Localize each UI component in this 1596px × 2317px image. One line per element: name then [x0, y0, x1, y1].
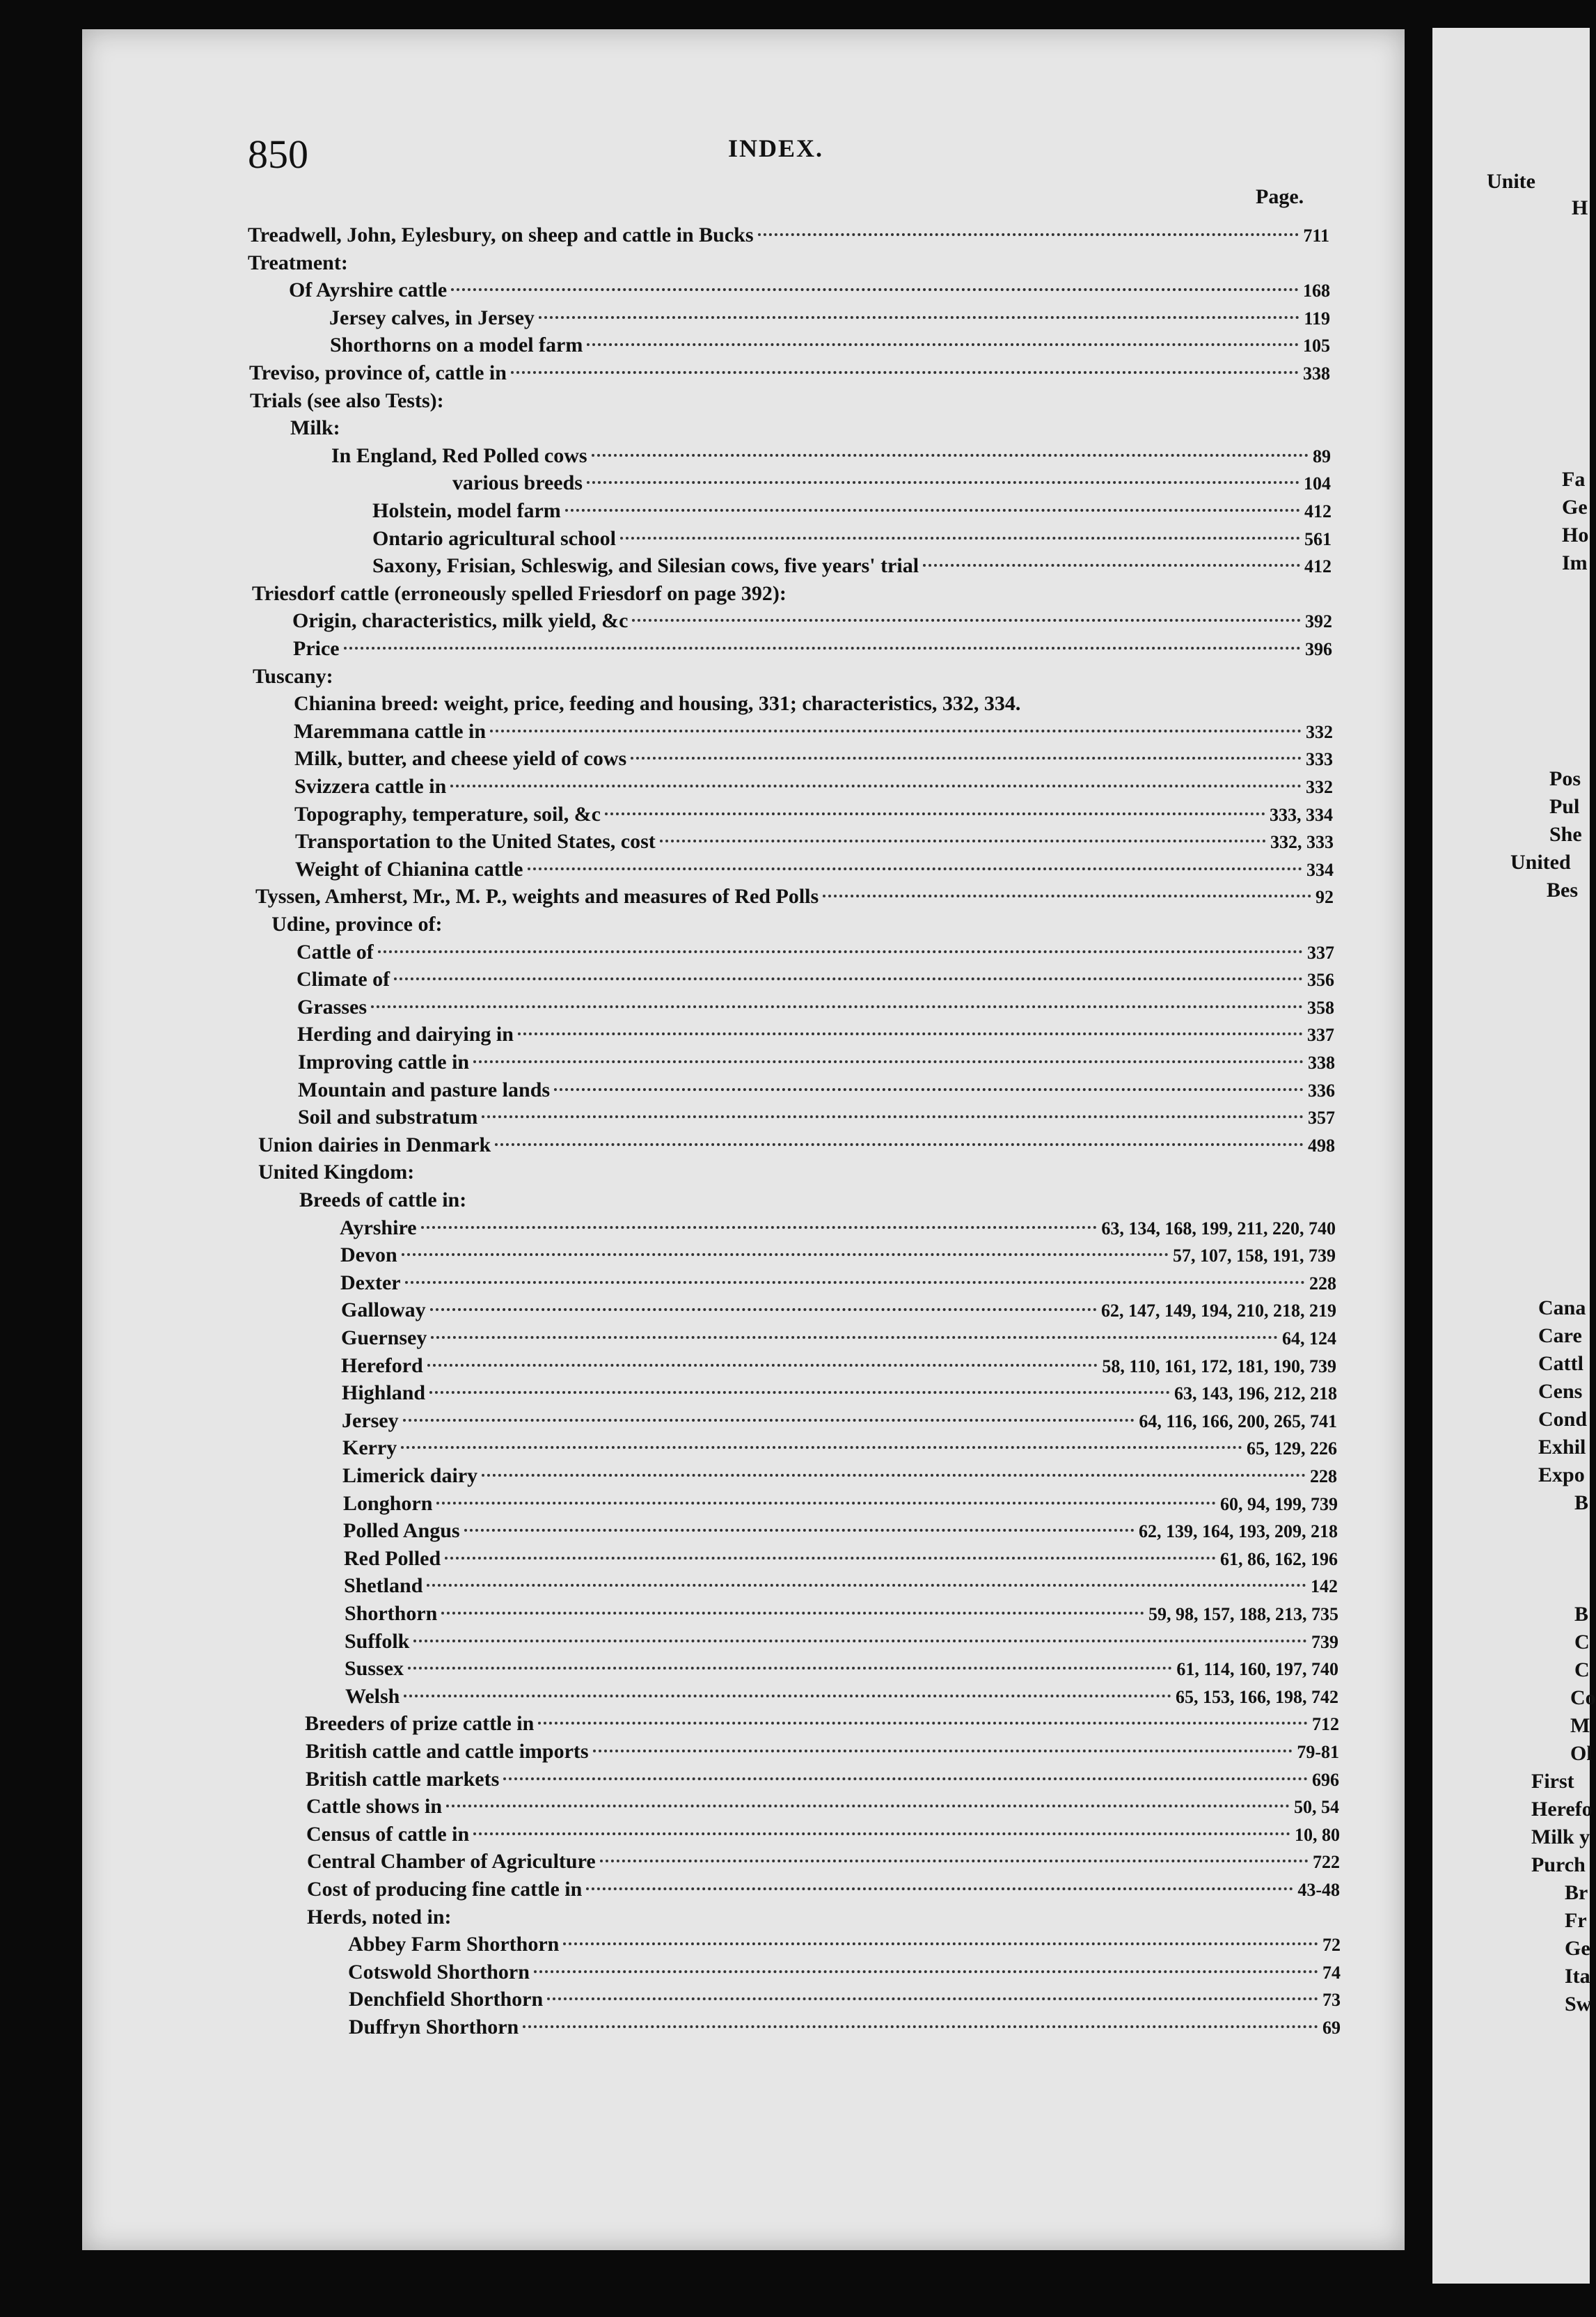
- index-entry: [294, 718, 1333, 746]
- index-entry: [307, 1876, 1340, 1903]
- entry-label: Improving cattle in: [298, 1051, 470, 1074]
- leader-dots: [427, 1584, 1306, 1587]
- leader-dots: [534, 1970, 1318, 1973]
- entry-label: Tyssen, Amherst, Mr., M. P., weights and measures of Red Polls: [255, 885, 819, 908]
- entry-page: 561: [1304, 529, 1332, 549]
- index-entry: [255, 883, 1334, 911]
- entry-page: 50, 54: [1294, 1797, 1339, 1817]
- entry-label: Cotswold Shorthorn: [348, 1961, 530, 1984]
- index-entry: [330, 331, 1330, 359]
- leader-dots: [402, 1253, 1169, 1256]
- right-page-fragment: Im: [1562, 551, 1588, 574]
- leader-dots: [473, 1060, 1304, 1063]
- entry-label: Red Polled: [344, 1547, 441, 1570]
- entry-page: 92: [1315, 887, 1334, 907]
- entry-label: Suffolk: [345, 1630, 410, 1653]
- entry-label: Census of cattle in: [306, 1823, 470, 1846]
- index-entry: [298, 1048, 1335, 1076]
- right-page-fragment: Ita: [1565, 1965, 1590, 1988]
- right-page-fragment: Br: [1565, 1881, 1588, 1904]
- entry-page: 61, 86, 162, 196: [1220, 1549, 1338, 1569]
- entry-page: 65, 153, 166, 198, 742: [1176, 1687, 1338, 1707]
- right-page-fragment: Cond: [1538, 1408, 1588, 1431]
- entry-label: Soil and substratum: [298, 1106, 478, 1129]
- entry-label: Udine, province of:: [271, 913, 443, 936]
- entry-label: Jersey calves, in Jersey: [329, 306, 535, 329]
- leader-dots: [563, 1942, 1318, 1945]
- leader-dots: [482, 1115, 1304, 1118]
- leader-dots: [429, 1391, 1170, 1394]
- index-entry: [248, 249, 1329, 277]
- leader-dots: [436, 1502, 1216, 1505]
- leader-dots: [600, 1860, 1309, 1862]
- entry-page: 89: [1313, 446, 1331, 466]
- index-entry: [331, 442, 1331, 470]
- leader-dots: [404, 1695, 1171, 1697]
- index-entry: [294, 745, 1333, 773]
- entry-page: 105: [1303, 336, 1330, 356]
- index-entry: [306, 1793, 1339, 1821]
- entry-label: Herding and dairying in: [297, 1023, 514, 1046]
- entry-page: 58, 110, 161, 172, 181, 190, 739: [1102, 1356, 1336, 1376]
- page-column-label: Page.: [1256, 185, 1304, 208]
- leader-dots: [490, 730, 1302, 732]
- entry-page: 333, 334: [1270, 805, 1333, 825]
- entry-label: Jersey: [342, 1409, 399, 1432]
- entry-label: Trials (see also Tests):: [250, 389, 444, 412]
- leader-dots: [430, 1308, 1097, 1311]
- entry-page: 57, 107, 158, 191, 739: [1173, 1246, 1336, 1266]
- entry-page: 63, 134, 168, 199, 211, 220, 740: [1101, 1218, 1336, 1239]
- right-page-fragment: Ge: [1562, 496, 1588, 519]
- entry-page: 10, 80: [1295, 1825, 1340, 1845]
- index-entry: [294, 773, 1333, 801]
- index-entry: [306, 1821, 1340, 1848]
- entry-page: 69: [1322, 2018, 1341, 2038]
- right-page-fragment: Herefo: [1531, 1798, 1593, 1821]
- entry-label: Galloway: [341, 1298, 426, 1321]
- index-entry: [307, 1848, 1340, 1876]
- entry-label: Tuscany:: [253, 665, 333, 688]
- entry-label: Longhorn: [343, 1492, 433, 1515]
- entry-page: 65, 129, 226: [1247, 1438, 1337, 1459]
- entry-label: Duffryn Shorthorn: [349, 2016, 519, 2039]
- leader-dots: [421, 1226, 1098, 1229]
- leader-dots: [482, 1474, 1306, 1477]
- leader-dots: [620, 537, 1300, 540]
- entry-label: Transportation to the United States, cost: [295, 830, 656, 853]
- index-entry: [344, 1572, 1338, 1600]
- entry-label: Svizzera cattle in: [294, 775, 447, 798]
- entry-label: Shorthorns on a model farm: [330, 333, 583, 356]
- index-entry: [341, 1296, 1336, 1324]
- index-entry: [294, 801, 1333, 828]
- index-entry: [342, 1407, 1337, 1435]
- leader-dots: [431, 1336, 1278, 1339]
- entry-page: 43-48: [1297, 1880, 1340, 1900]
- index-entry: [290, 414, 1331, 442]
- index-entry: [252, 580, 1332, 608]
- right-page-fragment: Pos: [1549, 767, 1581, 790]
- entry-page: 333: [1306, 749, 1333, 769]
- leader-dots: [451, 288, 1299, 291]
- entry-label: Limerick dairy: [342, 1464, 478, 1487]
- right-page-fragment: C: [1574, 1631, 1590, 1654]
- entry-label: Shetland: [344, 1574, 423, 1597]
- entry-page: 696: [1312, 1770, 1339, 1790]
- index-entry: [349, 2013, 1341, 2041]
- leader-dots: [413, 1640, 1307, 1642]
- leader-dots: [565, 509, 1300, 512]
- leader-dots: [605, 812, 1265, 815]
- leader-dots: [587, 481, 1299, 484]
- leader-dots: [632, 619, 1301, 622]
- index-entry: [295, 856, 1334, 883]
- right-page-fragment: M: [1570, 1714, 1590, 1737]
- entry-page: 63, 143, 196, 212, 218: [1174, 1383, 1337, 1404]
- leader-dots: [371, 1005, 1303, 1008]
- entry-label: Ayrshire: [340, 1216, 417, 1239]
- entry-page: 358: [1307, 998, 1334, 1018]
- entry-label: Price: [293, 637, 340, 660]
- right-page-fragment: She: [1549, 823, 1582, 846]
- right-page-fragment: H: [1572, 196, 1588, 219]
- right-page-fragment: Co: [1570, 1686, 1596, 1709]
- leader-dots: [403, 1419, 1135, 1422]
- index-entry: [345, 1600, 1338, 1628]
- entry-page: 64, 116, 166, 200, 265, 741: [1139, 1411, 1337, 1431]
- entry-label: Breeds of cattle in:: [299, 1188, 467, 1211]
- index-entry: [294, 690, 1332, 718]
- index-entry: [348, 1958, 1341, 1986]
- entry-page: 64, 124: [1282, 1328, 1336, 1349]
- right-page-fragment: Cens: [1538, 1380, 1583, 1403]
- index-entry: [372, 552, 1332, 580]
- entry-page: 61, 114, 160, 197, 740: [1176, 1659, 1338, 1679]
- entry-label: Chianina breed: weight, price, feeding and housing, 331; characteristics, 332, 334.: [294, 692, 1021, 715]
- leader-dots: [923, 564, 1300, 567]
- leader-dots: [441, 1612, 1144, 1615]
- entry-label: Abbey Farm Shorthorn: [348, 1933, 560, 1956]
- right-page-fragment: B: [1574, 1603, 1589, 1626]
- leader-dots: [394, 977, 1303, 980]
- right-page-fragment: Cana: [1538, 1296, 1586, 1319]
- index-entry: [258, 1158, 1336, 1186]
- leader-dots: [427, 1364, 1098, 1367]
- entry-label: Cattle of: [297, 941, 374, 964]
- leader-dots: [445, 1557, 1216, 1560]
- entry-label: Weight of Chianina cattle: [295, 858, 523, 881]
- entry-page: 334: [1306, 860, 1334, 880]
- index-entry: [306, 1738, 1339, 1766]
- entry-label: Cattle shows in: [306, 1795, 443, 1818]
- entry-page: 498: [1308, 1136, 1335, 1156]
- page-number: 850: [248, 132, 308, 177]
- index-entry: [341, 1324, 1336, 1352]
- index-entry: [348, 1931, 1341, 1958]
- entry-label: Denchfield Shorthorn: [349, 1988, 544, 2011]
- entry-label: Treadwell, John, Eylesbury, on sheep and cattle in Bucks: [248, 223, 754, 246]
- entry-page: 168: [1303, 281, 1330, 301]
- index-entry: [344, 1545, 1338, 1573]
- entry-page: 357: [1308, 1108, 1335, 1128]
- right-page-fragment: B: [1574, 1491, 1589, 1514]
- entry-label: Climate of: [297, 968, 390, 991]
- leader-dots: [538, 1722, 1308, 1725]
- leader-dots: [446, 1805, 1290, 1807]
- entry-label: Holstein, model farm: [372, 499, 561, 522]
- right-page-fragment: Unite: [1487, 170, 1535, 193]
- entry-page: 104: [1304, 473, 1331, 494]
- right-page-fragment: Exhil: [1538, 1436, 1586, 1459]
- entry-label: Guernsey: [341, 1326, 427, 1349]
- leader-dots: [528, 867, 1303, 870]
- entry-page: 337: [1307, 1025, 1334, 1045]
- entry-page: 62, 139, 164, 193, 209, 218: [1139, 1521, 1338, 1541]
- index-entry: [305, 1710, 1339, 1738]
- entry-label: Shorthorn: [345, 1602, 438, 1625]
- entry-page: 79-81: [1297, 1742, 1339, 1762]
- index-entry: [298, 1076, 1335, 1104]
- index-entry: [249, 359, 1330, 387]
- index-entry: [343, 1490, 1338, 1518]
- leader-dots: [408, 1667, 1172, 1670]
- entry-label: Devon: [340, 1243, 397, 1266]
- leader-dots: [823, 895, 1311, 897]
- entry-page: 332, 333: [1270, 832, 1334, 852]
- index-entry: [372, 525, 1332, 553]
- leader-dots: [503, 1777, 1308, 1780]
- right-page-fragment: First: [1531, 1770, 1574, 1793]
- entry-page: 338: [1303, 363, 1330, 384]
- leader-dots: [554, 1088, 1304, 1091]
- entry-label: Grasses: [297, 996, 367, 1019]
- entry-page: 74: [1322, 1963, 1341, 1983]
- index-entry: [345, 1655, 1338, 1683]
- entry-page: 336: [1308, 1081, 1335, 1101]
- entry-page: 62, 147, 149, 194, 210, 218, 219: [1101, 1301, 1336, 1321]
- entry-page: 392: [1305, 611, 1332, 631]
- right-page-fragment: Bes: [1547, 879, 1578, 902]
- index-entry: [295, 828, 1334, 856]
- leader-dots: [758, 233, 1299, 236]
- index-entry: [248, 221, 1329, 249]
- entry-page: 412: [1304, 556, 1332, 576]
- entry-label: Highland: [342, 1381, 426, 1404]
- index-entry: [342, 1379, 1337, 1407]
- right-page-fragment: Expo: [1538, 1463, 1585, 1486]
- entry-label: Maremmana cattle in: [294, 720, 487, 743]
- index-entry: [329, 304, 1330, 332]
- entry-label: Central Chamber of Agriculture: [307, 1850, 596, 1873]
- leader-dots: [495, 1143, 1304, 1146]
- leader-dots: [586, 1887, 1293, 1890]
- right-page-fragment: Cattl: [1538, 1352, 1583, 1375]
- right-page-fragment: Fr: [1565, 1909, 1587, 1932]
- index-entry: [292, 607, 1332, 635]
- entry-label: In England, Red Polled cows: [331, 444, 587, 467]
- entry-label: Mountain and pasture lands: [298, 1078, 551, 1101]
- index-entry: [340, 1269, 1336, 1297]
- entry-label: Of Ayrshire cattle: [289, 278, 448, 301]
- entry-page: 228: [1310, 1466, 1337, 1486]
- index-entry: [343, 1517, 1338, 1545]
- index-entry: [341, 1352, 1336, 1380]
- index-entry: [297, 1021, 1334, 1048]
- leader-dots: [378, 950, 1303, 953]
- right-page-fragment: Sw: [1565, 1993, 1592, 2016]
- right-page-fragment: Pul: [1549, 795, 1580, 818]
- index-entry: [342, 1434, 1337, 1462]
- entry-page: 72: [1322, 1935, 1341, 1955]
- entry-label: British cattle markets: [306, 1768, 500, 1791]
- leader-dots: [539, 316, 1300, 319]
- leader-dots: [450, 785, 1302, 787]
- entry-label: Hereford: [341, 1354, 423, 1377]
- leader-dots: [547, 1997, 1318, 2000]
- entry-label: Origin, characteristics, milk yield, &c: [292, 609, 629, 632]
- entry-label: Ontario agricultural school: [372, 527, 616, 550]
- index-entry: [293, 635, 1332, 663]
- index-entry: [452, 469, 1331, 497]
- entry-page: 356: [1307, 970, 1334, 990]
- leader-dots: [593, 1750, 1293, 1752]
- index-entry: [253, 663, 1332, 691]
- entry-page: 337: [1307, 943, 1334, 963]
- right-page-fragment: Care: [1538, 1324, 1582, 1347]
- entry-page: 119: [1304, 308, 1330, 329]
- leader-dots: [464, 1529, 1135, 1532]
- index-entry: [349, 1986, 1341, 2013]
- entry-label: Treatment:: [248, 251, 348, 274]
- index-entry: [289, 276, 1330, 304]
- index-entry: [258, 1131, 1335, 1159]
- index-entry: [306, 1766, 1339, 1793]
- right-page-fragment: Milk y: [1531, 1825, 1590, 1848]
- entry-page: 712: [1312, 1714, 1339, 1734]
- entry-page: 396: [1305, 639, 1332, 659]
- index-entry: [340, 1214, 1336, 1242]
- index-entry: [342, 1462, 1337, 1490]
- leader-dots: [473, 1832, 1290, 1835]
- entry-page: 338: [1308, 1053, 1335, 1073]
- entry-label: Polled Angus: [343, 1519, 460, 1542]
- leader-dots: [592, 454, 1309, 457]
- index-entry: [297, 993, 1334, 1021]
- leader-dots: [511, 371, 1299, 374]
- entry-page: 73: [1322, 1990, 1341, 2010]
- leader-dots: [344, 647, 1301, 650]
- entry-page: 711: [1303, 226, 1329, 246]
- entry-label: Topography, temperature, soil, &c: [294, 803, 601, 826]
- right-page-fragment: Fa: [1562, 468, 1586, 491]
- index-entry: [340, 1241, 1336, 1269]
- entry-page: 142: [1311, 1576, 1338, 1596]
- entry-label: Herds, noted in:: [307, 1906, 452, 1929]
- entry-label: Triesdorf cattle (erroneously spelled Friesdorf on page 392):: [252, 582, 787, 605]
- entry-page: 739: [1311, 1632, 1338, 1652]
- index-entry: [298, 1103, 1335, 1131]
- leader-dots: [587, 343, 1299, 346]
- right-page-fragment: United: [1510, 851, 1571, 874]
- right-page-fragment: Ho: [1562, 524, 1589, 547]
- right-page-fragment: Ge: [1565, 1937, 1590, 1960]
- leader-dots: [660, 840, 1266, 842]
- entry-label: Welsh: [345, 1685, 400, 1708]
- leader-dots: [631, 757, 1302, 760]
- right-page-fragment: C: [1574, 1658, 1590, 1681]
- index-entry: [297, 938, 1334, 966]
- leader-dots: [401, 1446, 1242, 1449]
- index-entry: [297, 966, 1334, 993]
- index-entry: [299, 1186, 1336, 1214]
- right-page-fragment: Ol: [1570, 1742, 1593, 1765]
- entry-label: Kerry: [342, 1436, 397, 1459]
- page-title: INDEX.: [728, 134, 824, 162]
- entry-page: 332: [1306, 722, 1333, 742]
- entry-page: 228: [1309, 1273, 1336, 1294]
- entry-label: Breeders of prize cattle in: [305, 1712, 535, 1735]
- entry-label: Saxony, Frisian, Schleswig, and Silesian cows, five years' trial: [372, 554, 919, 577]
- index-entry: [345, 1628, 1338, 1656]
- index-entry: [372, 497, 1332, 525]
- index-entry: [250, 387, 1331, 415]
- entry-page: 722: [1313, 1852, 1340, 1872]
- entry-label: British cattle and cattle imports: [306, 1740, 589, 1763]
- entry-label: Treviso, province of, cattle in: [249, 361, 507, 384]
- entry-page: 332: [1306, 777, 1333, 797]
- entry-label: Union dairies in Denmark: [258, 1133, 491, 1156]
- entry-page: 59, 98, 157, 188, 213, 735: [1148, 1604, 1338, 1624]
- right-page-fragment: Purch: [1531, 1853, 1586, 1876]
- entry-label: United Kingdom:: [258, 1161, 415, 1184]
- index-entry: [345, 1683, 1338, 1711]
- entry-label: Milk:: [290, 416, 340, 439]
- entry-label: various breeds: [452, 471, 583, 494]
- index-entry: [307, 1903, 1340, 1931]
- entry-page: 412: [1304, 501, 1332, 521]
- entry-label: Dexter: [340, 1271, 401, 1294]
- leader-dots: [518, 1032, 1303, 1035]
- entry-page: 60, 94, 199, 739: [1220, 1494, 1338, 1514]
- entry-label: Milk, butter, and cheese yield of cows: [294, 747, 627, 770]
- index-entry: [271, 911, 1334, 938]
- leader-dots: [405, 1281, 1305, 1284]
- entry-label: Cost of producing fine cattle in: [307, 1878, 583, 1901]
- leader-dots: [523, 2025, 1318, 2028]
- entry-label: Sussex: [345, 1657, 404, 1680]
